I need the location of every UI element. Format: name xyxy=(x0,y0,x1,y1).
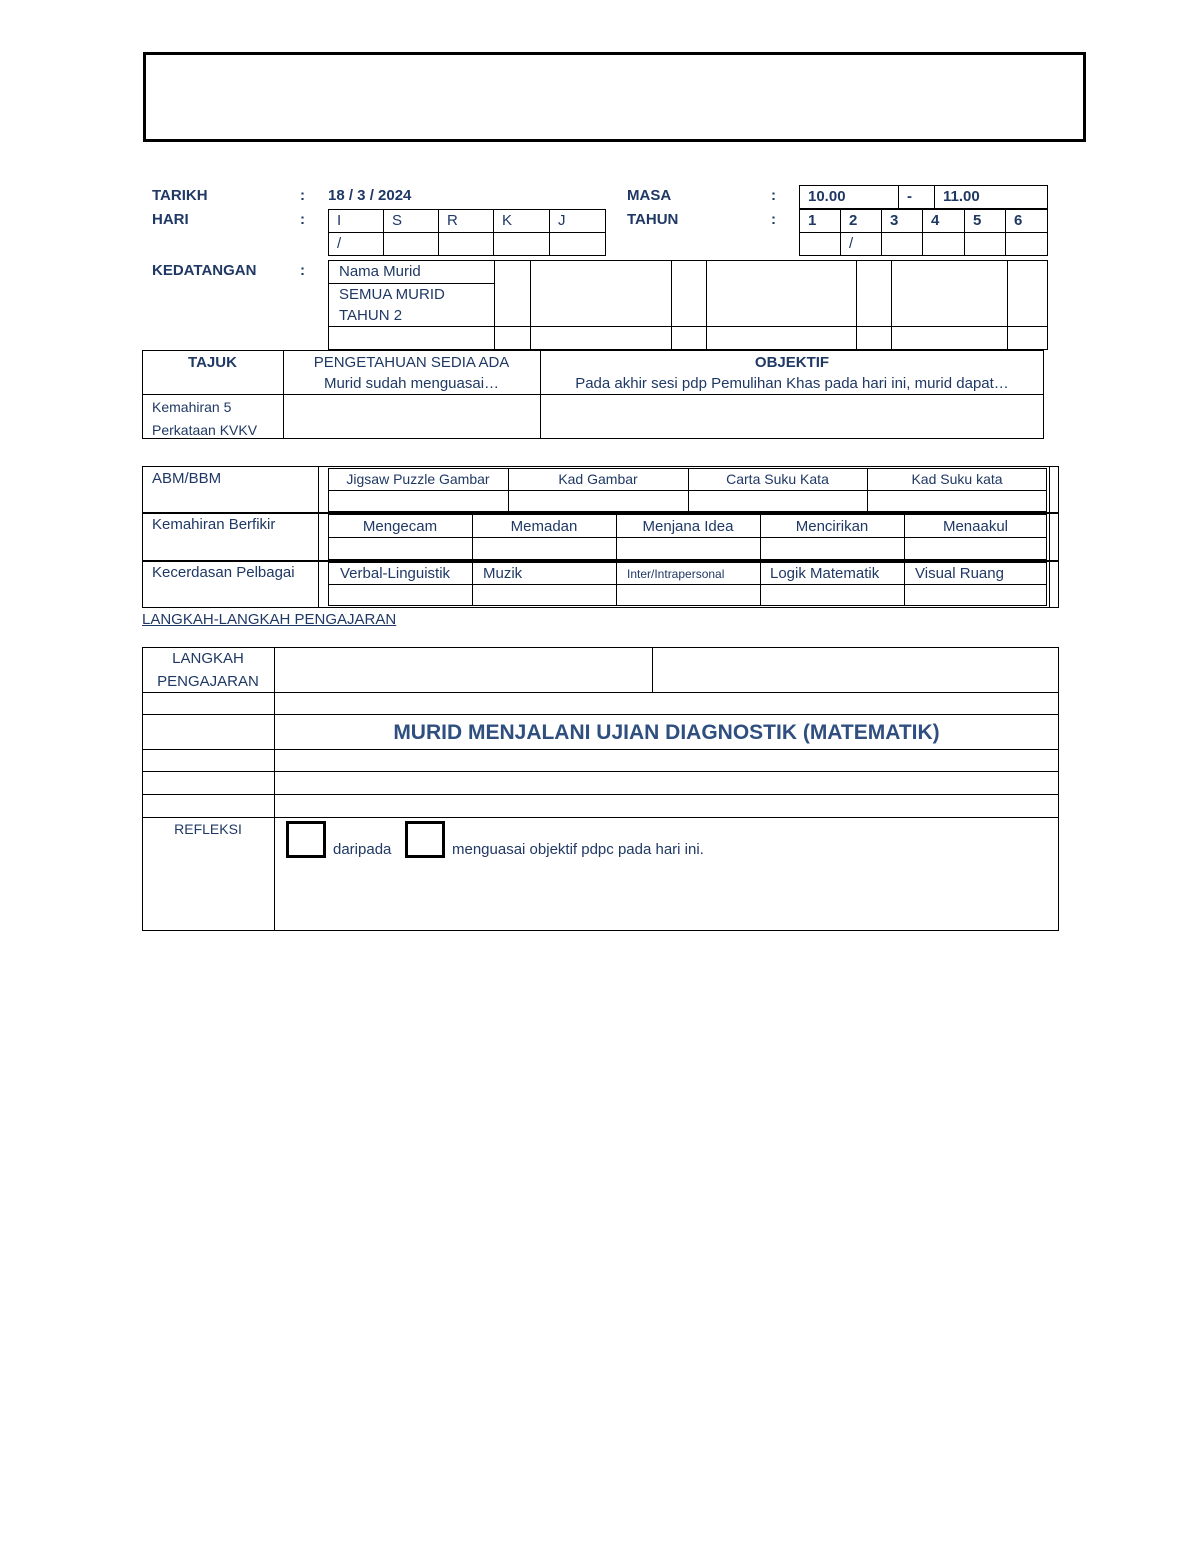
refleksi-label: REFLEKSI xyxy=(174,821,242,837)
berfikir-item: Mencirikan xyxy=(795,518,869,535)
year-cell: 2 xyxy=(841,210,882,233)
tahun-colon: : xyxy=(771,211,776,228)
objektif-header: OBJEKTIF xyxy=(754,354,830,371)
main-activity-heading: MURID MENJALANI UJIAN DIAGNOSTIK (MATEMATIK) xyxy=(393,721,940,744)
refleksi-daripada: daripada xyxy=(333,841,392,858)
kedatangan-colon: : xyxy=(300,262,305,279)
hari-colon: : xyxy=(300,211,305,228)
year-mark[interactable] xyxy=(882,233,923,256)
berfikir-label: Kemahiran Berfikir xyxy=(152,516,276,533)
day-mark[interactable] xyxy=(384,233,439,256)
refleksi-count-box[interactable] xyxy=(286,821,326,858)
kedatangan-label: KEDATANGAN xyxy=(152,262,257,279)
masa-label: MASA xyxy=(627,187,672,204)
hari-table xyxy=(328,209,606,256)
day-mark[interactable] xyxy=(550,233,606,256)
year-cell: 4 xyxy=(923,210,965,233)
day-cell: S xyxy=(384,210,439,233)
year-cell: 1 xyxy=(800,210,841,233)
year-mark[interactable] xyxy=(923,233,965,256)
masa-end[interactable]: 11.00 xyxy=(935,186,1048,209)
year-cell: 5 xyxy=(965,210,1006,233)
abm-label: ABM/BBM xyxy=(152,470,222,487)
berfikir-item: Memadan xyxy=(510,518,578,535)
berfikir-item: Menaakul xyxy=(942,518,1009,535)
tarikh-value: 18 / 3 / 2024 xyxy=(328,187,412,204)
abm-item: Kad Gambar xyxy=(558,471,638,487)
refleksi-total-box[interactable] xyxy=(405,821,445,858)
kecerdasan-item: Verbal-Linguistik xyxy=(340,565,451,582)
masa-dash: - xyxy=(899,186,935,209)
steps-section-title: LANGKAH-LANGKAH PENGAJARAN xyxy=(142,611,397,628)
tahun-table xyxy=(799,209,1048,256)
tahun-label: TAHUN xyxy=(627,211,679,228)
murid-line2: TAHUN 2 xyxy=(339,307,403,324)
year-mark[interactable] xyxy=(800,233,841,256)
masa-table xyxy=(799,185,1048,209)
tajuk-header: TAJUK xyxy=(188,354,237,371)
tarikh-colon: : xyxy=(300,187,305,204)
year-cell: 3 xyxy=(882,210,923,233)
pengetahuan-header: PENGETAHUAN SEDIA ADA xyxy=(313,354,510,371)
year-mark[interactable] xyxy=(965,233,1006,256)
abm-item: Carta Suku Kata xyxy=(726,471,829,487)
tarikh-label: TARIKH xyxy=(152,187,208,204)
objektif-text: Pada akhir sesi pdp Pemulihan Khas pada hari ini, murid dapat… xyxy=(575,375,1009,392)
tajuk-line2: Perkataan KVKV xyxy=(152,422,258,438)
year-mark[interactable] xyxy=(1006,233,1048,256)
day-mark[interactable] xyxy=(494,233,550,256)
berfikir-item: Mengecam xyxy=(362,518,438,535)
day-cell: K xyxy=(494,210,550,233)
title-box xyxy=(143,52,1086,142)
pengetahuan-text: Murid sudah menguasai… xyxy=(323,375,500,392)
tajuk-line1: Kemahiran 5 xyxy=(152,399,232,415)
day-cell: R xyxy=(439,210,494,233)
langkah-line2: PENGAJARAN xyxy=(157,673,259,690)
hari-label: HARI xyxy=(152,211,189,228)
kecerdasan-label: Kecerdasan Pelbagai xyxy=(152,564,295,581)
day-cell: J xyxy=(550,210,606,233)
kecerdasan-item: Muzik xyxy=(483,565,523,582)
year-mark[interactable]: / xyxy=(841,233,882,256)
masa-colon: : xyxy=(771,187,776,204)
day-mark[interactable]: / xyxy=(329,233,384,256)
abm-item: Jigsaw Puzzle Gambar xyxy=(346,471,490,487)
nama-murid-label: Nama Murid xyxy=(339,263,421,280)
refleksi-text: menguasai objektif pdpc pada hari ini. xyxy=(452,841,704,858)
berfikir-item: Menjana Idea xyxy=(642,518,734,535)
kecerdasan-item: Inter/Intrapersonal xyxy=(627,567,725,581)
day-mark[interactable] xyxy=(439,233,494,256)
kecerdasan-item: Logik Matematik xyxy=(770,565,880,582)
kecerdasan-item: Visual Ruang xyxy=(915,565,1004,582)
langkah-line1: LANGKAH xyxy=(172,650,244,667)
year-cell: 6 xyxy=(1006,210,1048,233)
abm-item: Kad Suku kata xyxy=(911,471,1003,487)
steps-table xyxy=(142,647,1059,931)
murid-line1: SEMUA MURID xyxy=(339,286,445,303)
kedatangan-grid xyxy=(328,260,1048,350)
masa-start[interactable]: 10.00 xyxy=(800,186,899,209)
day-cell: I xyxy=(329,210,384,233)
